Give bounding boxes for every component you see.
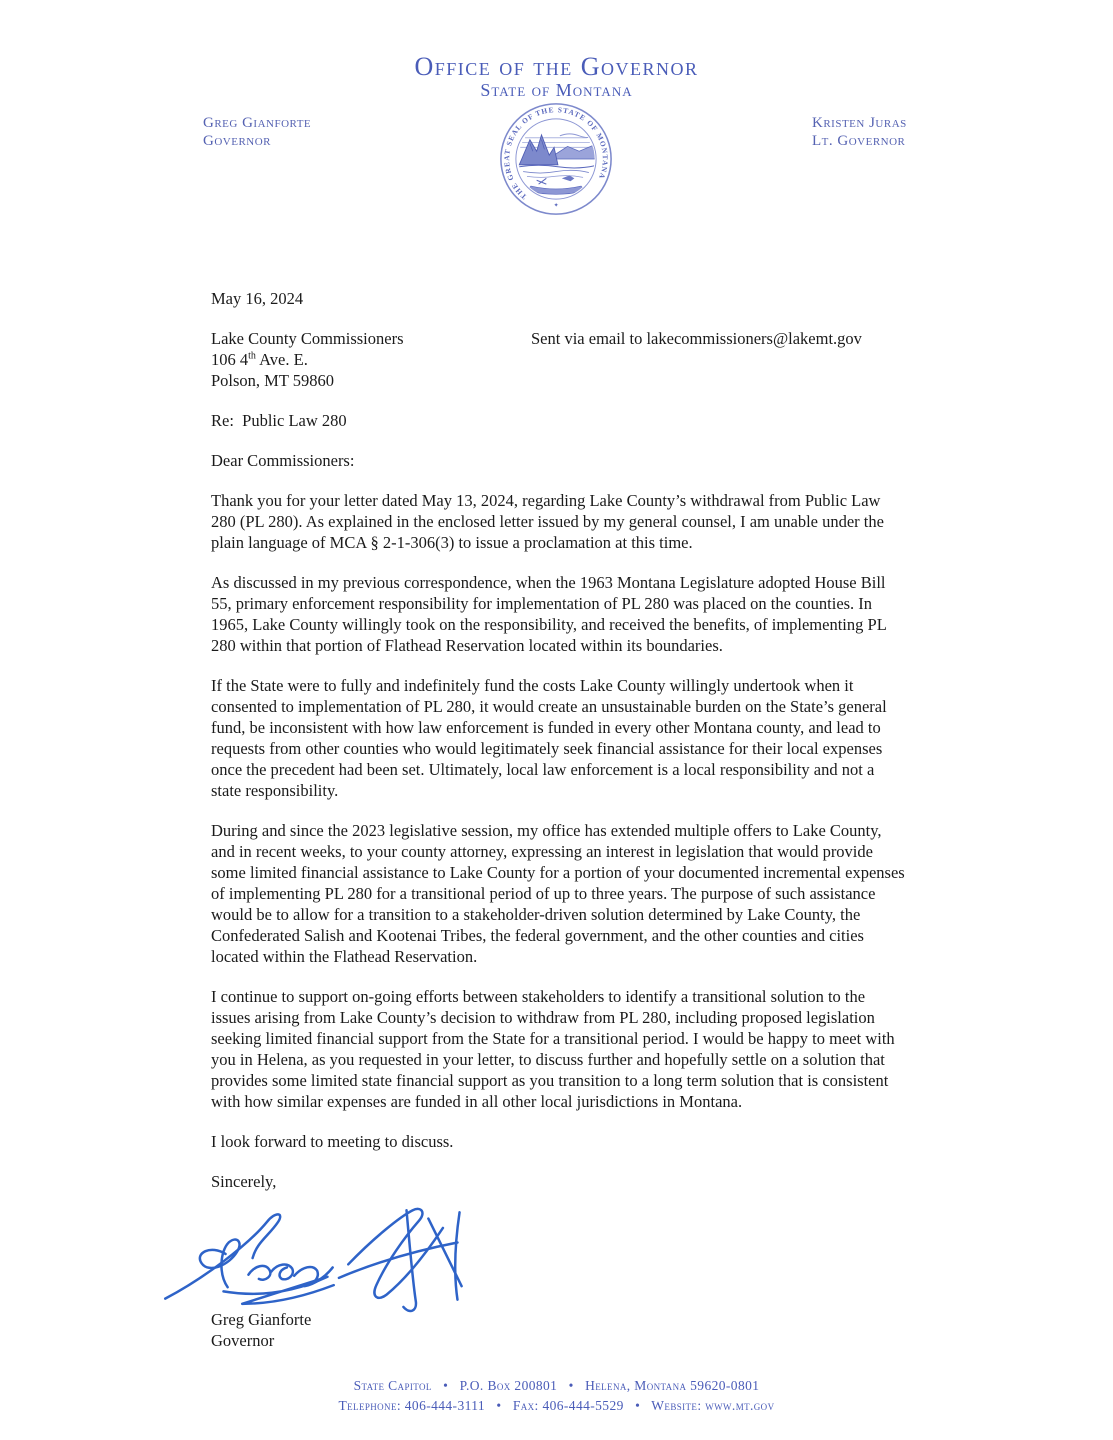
closing-line: I look forward to meeting to discuss. (211, 1132, 454, 1151)
state-title: State of Montana (480, 80, 633, 100)
valediction: Sincerely, (211, 1172, 277, 1191)
office-title: Office of the Governor (414, 52, 699, 81)
recipient-street: 106 4th Ave. E. (211, 350, 308, 369)
governor-title: Governor (203, 133, 272, 149)
governor-signature (159, 1197, 471, 1315)
body-paragraph-4: During and since the 2023 legislative session, my office has extended multiple offers to Lake County, and in recent weeks, to your county attorney, expressing an interest in legislation that would provide some limited financial assistance to Lake County for a portion of your documented incremental expenses of implementing PL 280 for a transitional period of up to three years. The purpose of such assistance would be to allow for a transition to a stakeholder-driven solution determined by Lake County, the Confederated Salish and Kootenai Tribes, the federal government, and the other counties and cities located within the Flathead Reservation. (211, 821, 905, 966)
seal-ornament: ✦ (553, 202, 559, 209)
letter-footer (0, 1376, 1113, 1416)
body-paragraph-5: I continue to support on-going efforts between stakeholders to identify a transitional solution to the issues arising from Lake County’s decision to withdraw from PL 280, including proposed legislation seeking limited financial support from the State for a transitional period. I would be happy to meet with you in Helena, as you requested in your letter, to discuss further and hopefully settle on a solution that provides some limited state financial support as you transition to a long term solution that is consistent with how similar expenses are funded in all other local jurisdictions in Montana. (211, 987, 895, 1111)
sent-via-note: Sent via email to lakecommissioners@lakemt.gov (531, 329, 862, 348)
montana-state-seal-icon (497, 101, 615, 217)
signer-title: Governor (211, 1331, 275, 1350)
body-paragraph-1: Thank you for your letter dated May 13, 2024, regarding Lake County’s withdrawal from Public Law 280 (PL 280). As explained in the enclosed letter issued by my general counsel, I am unable under the plain language of MCA § 2-1-306(3) to issue a proclamation at this time. (211, 491, 884, 552)
letter-date: May 16, 2024 (211, 289, 304, 308)
svg-text:THE GREAT SEAL OF THE STATE OF: THE GREAT SEAL OF THE STATE OF MONTANA (502, 105, 610, 202)
lt-governor-name: Kristen Juras (812, 115, 907, 131)
signer-block (211, 1309, 908, 1351)
recipient-block (211, 328, 908, 391)
letter-body (211, 288, 908, 1351)
re-line: Re: Public Law 280 (211, 411, 347, 430)
governor-name: Greg Gianforte (203, 115, 312, 131)
body-paragraph-3: If the State were to fully and indefinitely fund the costs Lake County willingly undertook when it consented to implementation of PL 280, it would create an unsustainable burden on the State’s general fund, be inconsistent with how law enforcement is funded in every other Montana county, and lead to requests from other counties who would legitimately seek financial assistance for their local expenses once the precedent had been set. Ultimately, local law enforcement is a local responsibility and not a state responsibility. (211, 676, 887, 800)
footer-address: State Capitol • P.O. Box 200801 • Helena, Montana 59620-0801 (353, 1378, 760, 1393)
lt-governor-title: Lt. Governor (812, 133, 906, 149)
recipient-name: Lake County Commissioners (211, 329, 404, 348)
lt-governor-block (812, 114, 907, 150)
footer-contact: Telephone: 406-444-3111 • Fax: 406-444-5529 • Website: www.mt.gov (338, 1398, 775, 1413)
signature-area (211, 1211, 908, 1307)
signer-name: Greg Gianforte (211, 1310, 312, 1329)
salutation: Dear Commissioners: (211, 451, 355, 470)
body-paragraph-2: As discussed in my previous correspondence, when the 1963 Montana Legislature adopted House Bill 55, primary enforcement responsibility for implementation of PL 280 was placed on the counties. In 1965, Lake County willingly took on the responsibility, and received the benefits, of implementing PL 280 within that portion of Flathead Reservation located within its boundaries. (211, 573, 887, 655)
governor-block (203, 114, 311, 150)
seal-landscape (519, 134, 596, 194)
recipient-city: Polson, MT 59860 (211, 371, 335, 390)
